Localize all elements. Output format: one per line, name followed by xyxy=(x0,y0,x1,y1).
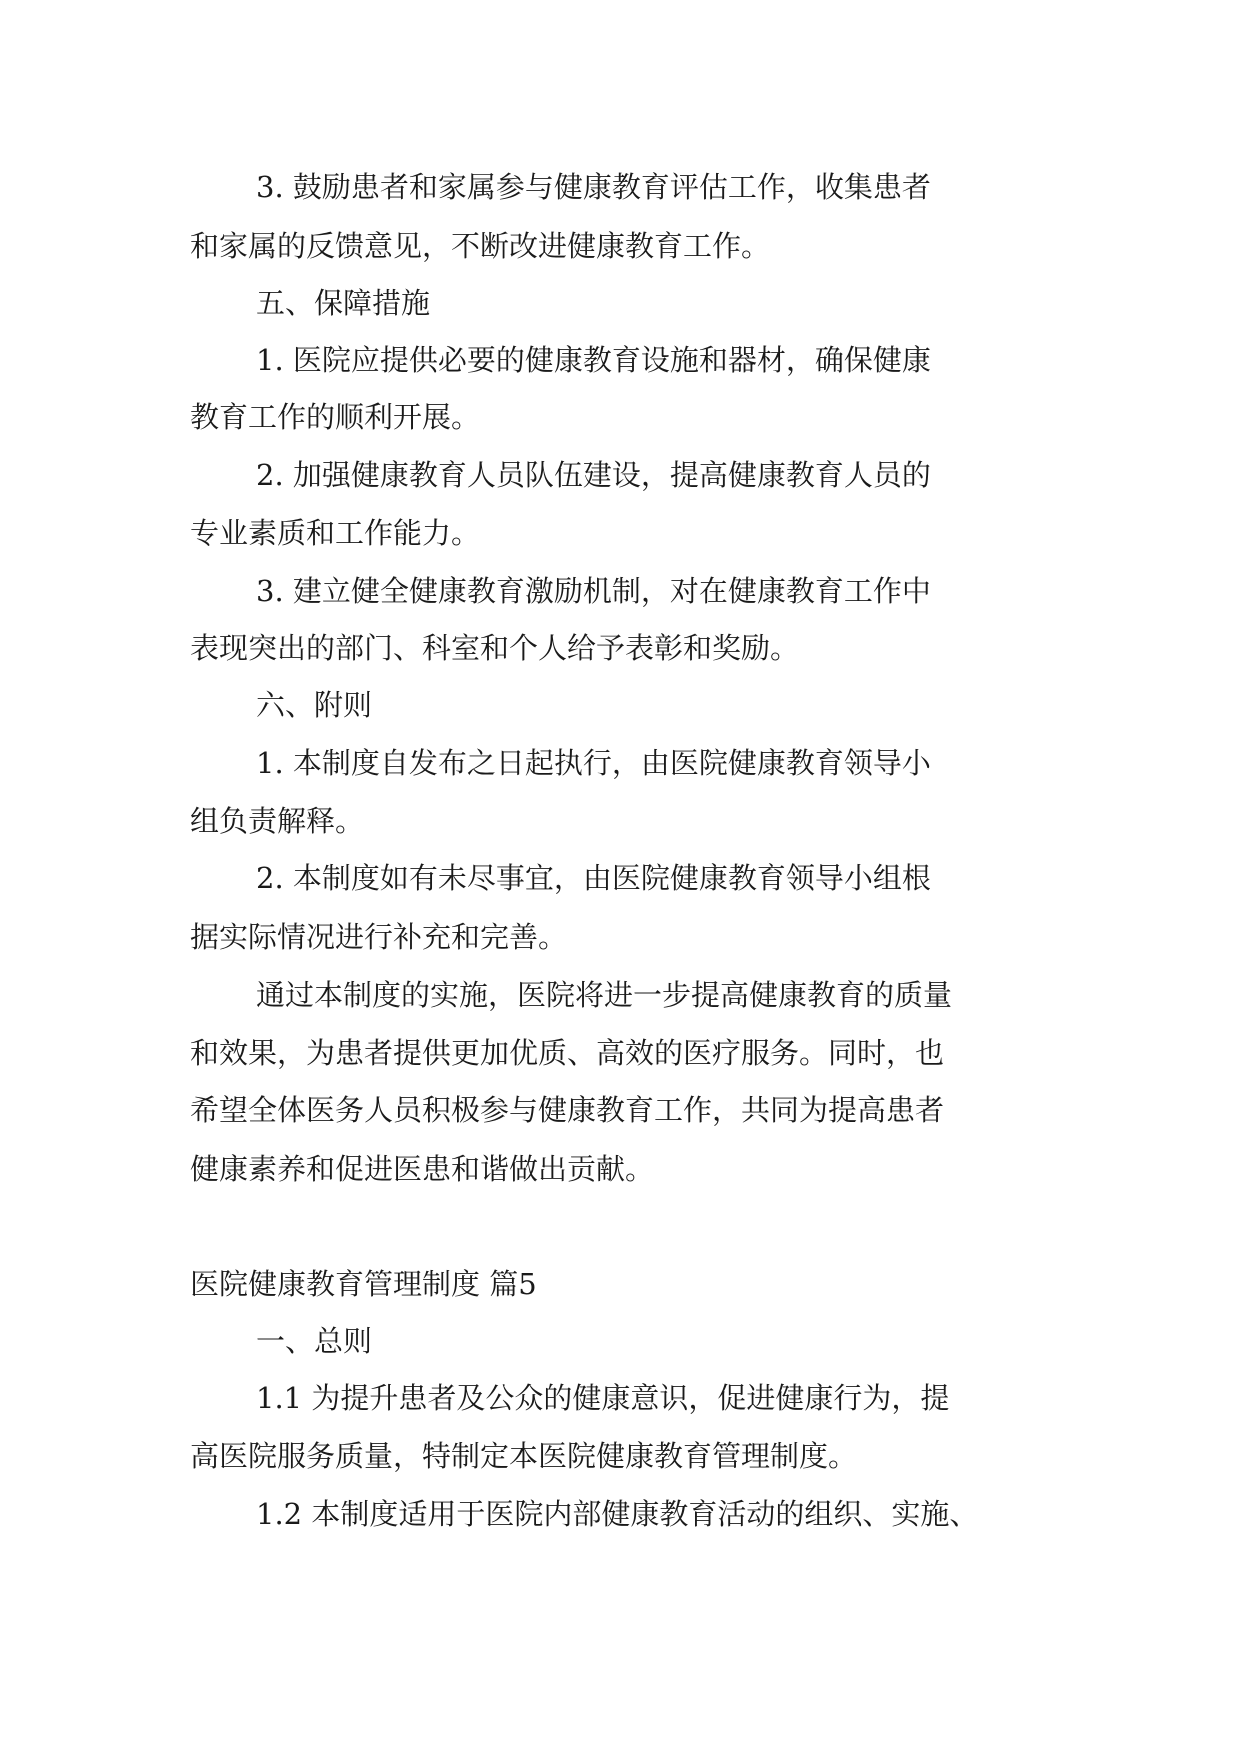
paragraph-line: 和效果，为患者提供更加优质、高效的医疗服务。同时，也 xyxy=(190,1036,945,1070)
paragraph-line: 高医院服务质量，特制定本医院健康教育管理制度。 xyxy=(190,1439,858,1473)
paragraph-line: 教育工作的顺利开展。 xyxy=(190,400,481,434)
paragraph-line: 3. 鼓励患者和家属参与健康教育评估工作，收集患者 xyxy=(256,170,931,204)
paragraph-line: 3. 建立健全健康教育激励机制，对在健康教育工作中 xyxy=(256,574,931,608)
section-heading: 六、附则 xyxy=(256,688,373,722)
paragraph-line: 希望全体医务人员积极参与健康教育工作，共同为提高患者 xyxy=(190,1093,945,1127)
document-title: 医院健康教育管理制度 篇5 xyxy=(190,1267,537,1301)
paragraph-line: 健康素养和促进医患和谐做出贡献。 xyxy=(190,1152,655,1186)
paragraph-line: 专业素质和工作能力。 xyxy=(190,516,481,550)
paragraph-line: 通过本制度的实施，医院将进一步提高健康教育的质量 xyxy=(256,978,953,1012)
paragraph-line: 和家属的反馈意见，不断改进健康教育工作。 xyxy=(190,229,771,263)
paragraph-line: 2. 加强健康教育人员队伍建设，提高健康教育人员的 xyxy=(256,458,931,492)
paragraph-line: 1. 医院应提供必要的健康教育设施和器材，确保健康 xyxy=(256,343,931,377)
section-heading: 五、保障措施 xyxy=(256,286,431,320)
paragraph-line: 1. 本制度自发布之日起执行，由医院健康教育领导小 xyxy=(256,746,931,780)
paragraph-line: 1.1 为提升患者及公众的健康意识，促进健康行为，提 xyxy=(256,1381,950,1415)
paragraph-line: 2. 本制度如有未尽事宜，由医院健康教育领导小组根 xyxy=(256,861,931,895)
paragraph-line: 组负责解释。 xyxy=(190,804,365,838)
section-heading: 一、总则 xyxy=(256,1324,373,1358)
paragraph-line: 1.2 本制度适用于医院内部健康教育活动的组织、实施、 xyxy=(256,1497,979,1531)
paragraph-line: 据实际情况进行补充和完善。 xyxy=(190,920,568,954)
paragraph-line: 表现突出的部门、科室和个人给予表彰和奖励。 xyxy=(190,631,800,665)
